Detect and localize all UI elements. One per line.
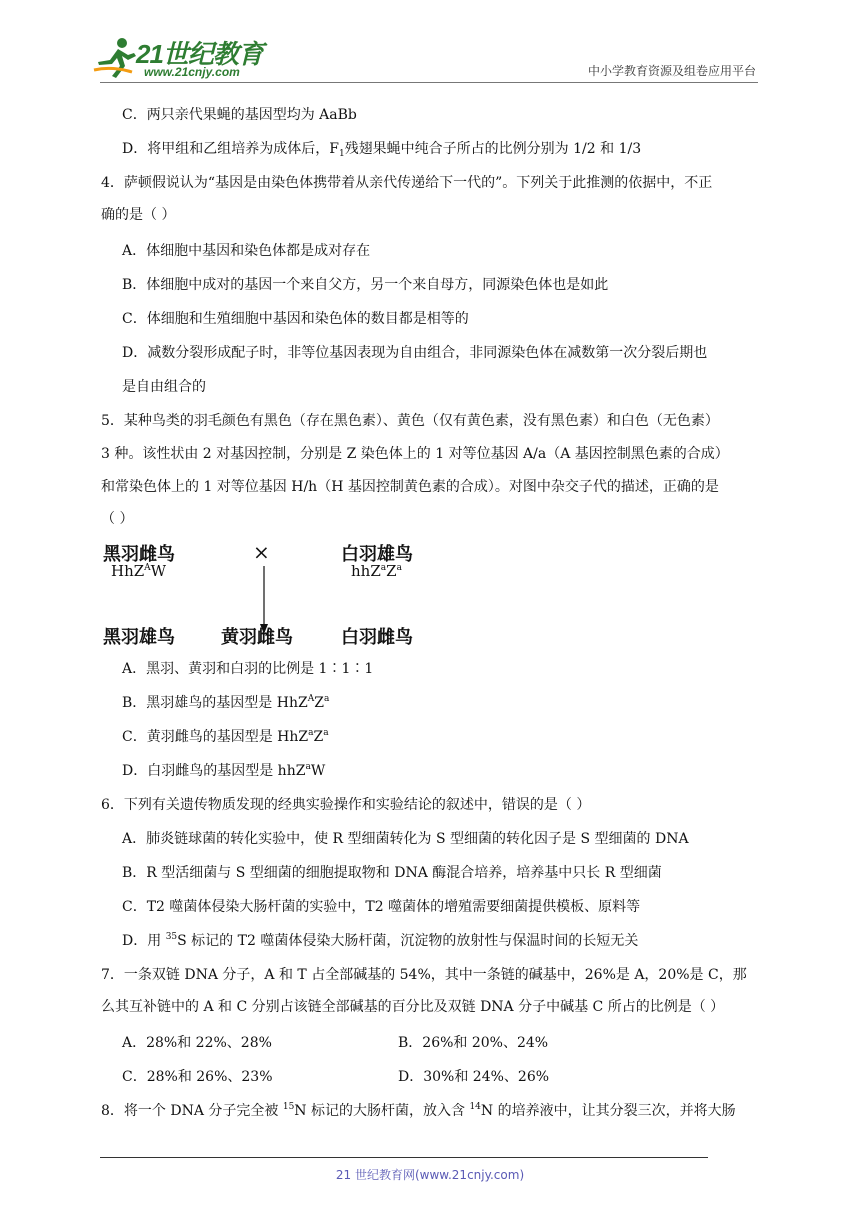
q6-option-c: C．T2 噬菌体侵染大肠杆菌的实验中，T2 噬菌体的增殖需要细菌提供模板、原料等 xyxy=(122,899,641,915)
parent-female-label: 黑羽雌鸟 xyxy=(103,544,175,565)
q4-option-a: A．体细胞中基因和染色体都是成对存在 xyxy=(122,243,371,259)
cross-diagram xyxy=(103,538,443,648)
q3-option-d: D．将甲组和乙组培养为成体后，$F_1$残翅果蝇中纯合子所占的比例分别为 1/2 和 1/3 xyxy=(122,141,642,159)
cross-symbol: × xyxy=(253,540,270,564)
q4-option-b: B．体细胞中成对的基因一个来自父方，另一个来自母方，同源染色体也是如此 xyxy=(122,277,609,293)
q7-option-c: C．28%和 26%、23% xyxy=(122,1069,273,1085)
q5-option-c: C．黄羽雌鸟的基因型是 $HhZ^aZ^a$ xyxy=(122,728,329,745)
offspring-yellow-female: 黄羽雌鸟 xyxy=(221,627,293,648)
q8-stem-line1: 8．将一个 DNA 分子完全被 $^{15}$N 标记的大肠杆菌，放入含 $^{14}$N 的培养液中，让其分裂三次，并将大肠 xyxy=(101,1102,736,1119)
q7-option-b: B．26%和 20%、24% xyxy=(398,1035,549,1051)
q5-option-d: D．白羽雌鸟的基因型是 hhZ$^a$W xyxy=(122,762,326,779)
parent-male-label: 白羽雄鸟 xyxy=(341,544,413,565)
q4-stem-line2: 确的是（ ） xyxy=(101,207,176,223)
site-logo[interactable] xyxy=(92,34,267,82)
q5-stem-line2: 3 种。该性状由 2 对基因控制，分别是 Z 染色体上的 1 对等位基因 A/a（A 基因控制黑色素的合成） xyxy=(101,446,729,462)
parent-female-genotype: HhZ$^A$W xyxy=(111,562,167,580)
q7-option-d: D．30%和 24%、26% xyxy=(398,1069,550,1085)
q4-option-d-line1: D．减数分裂形成配子时，非等位基因表现为自由组合，非同源染色体在减数第一次分裂后期也 xyxy=(122,345,708,361)
q5-option-a: A．黑羽、黄羽和白羽的比例是 1∶1∶1 xyxy=(122,661,374,677)
offspring-black-male: 黑羽雄鸟 xyxy=(103,627,175,648)
q6-option-d: D．用 $^{35}$S 标记的 T2 噬菌体侵染大肠杆菌，沉淀物的放射性与保温时间的长短无关 xyxy=(122,932,639,949)
q3-option-c: C．两只亲代果蝇的基因型均为 AaBb xyxy=(122,107,357,123)
footer-link[interactable]: 21 世纪教育网(www.21cnjy.com) xyxy=(335,1168,525,1182)
offspring-white-female: 白羽雌鸟 xyxy=(341,627,413,648)
header-divider xyxy=(100,82,758,83)
q6-stem: 6．下列有关遗传物质发现的经典实验操作和实验结论的叙述中，错误的是（ ） xyxy=(101,797,591,813)
q7-option-a: A．28%和 22%、28% xyxy=(122,1035,272,1051)
q4-option-d-line2: 是自由组合的 xyxy=(122,379,206,395)
logo-text: 21世纪教育 xyxy=(136,39,263,69)
footer-divider xyxy=(100,1157,708,1158)
q7-stem-line2: 么其互补链中的 A 和 C 分别占该链全部碱基的百分比及双链 DNA 分子中碱基 C 所占的比例是（ ） xyxy=(101,999,725,1015)
logo-url: www.21cnjy.com xyxy=(144,65,240,79)
page-header xyxy=(0,0,860,90)
q5-stem-line1: 5．某种鸟类的羽毛颜色有黑色（存在黑色素）、黄色（仅有黄色素，没有黑色素）和白色（无色素） xyxy=(101,413,719,429)
q4-option-c: C．体细胞和生殖细胞中基因和染色体的数目都是相等的 xyxy=(122,311,469,327)
q6-option-a: A．肺炎链球菌的转化实验中，使 R 型细菌转化为 S 型细菌的转化因子是 S 型细菌的 DNA xyxy=(122,831,689,847)
parent-male-genotype: $hhZ^aZ^a$ xyxy=(351,562,402,580)
q4-stem-line1: 4．萨顿假说认为“基因是由染色体携带着从亲代传递给下一代的”。下列关于此推测的依据中，不正 xyxy=(101,175,713,191)
platform-title: 中小学教育资源及组卷应用平台 xyxy=(587,64,756,78)
q7-stem-line1: 7．一条双链 DNA 分子，A 和 T 占全部碱基的 54%，其中一条链的碱基中，26%是 A，20%是 C，那 xyxy=(101,967,747,983)
q5-option-b: B．黑羽雄鸟的基因型是 $HhZ^AZ^a$ xyxy=(122,694,330,711)
q5-stem-line4: （ ） xyxy=(101,511,134,527)
q6-option-b: B．R 型活细菌与 S 型细菌的细胞提取物和 DNA 酶混合培养，培养基中只长 R 型细菌 xyxy=(122,865,662,881)
q5-stem-line3: 和常染色体上的 1 对等位基因 H/h（H 基因控制黄色素的合成）。对图中杂交子代的描述，正确的是 xyxy=(101,479,719,495)
